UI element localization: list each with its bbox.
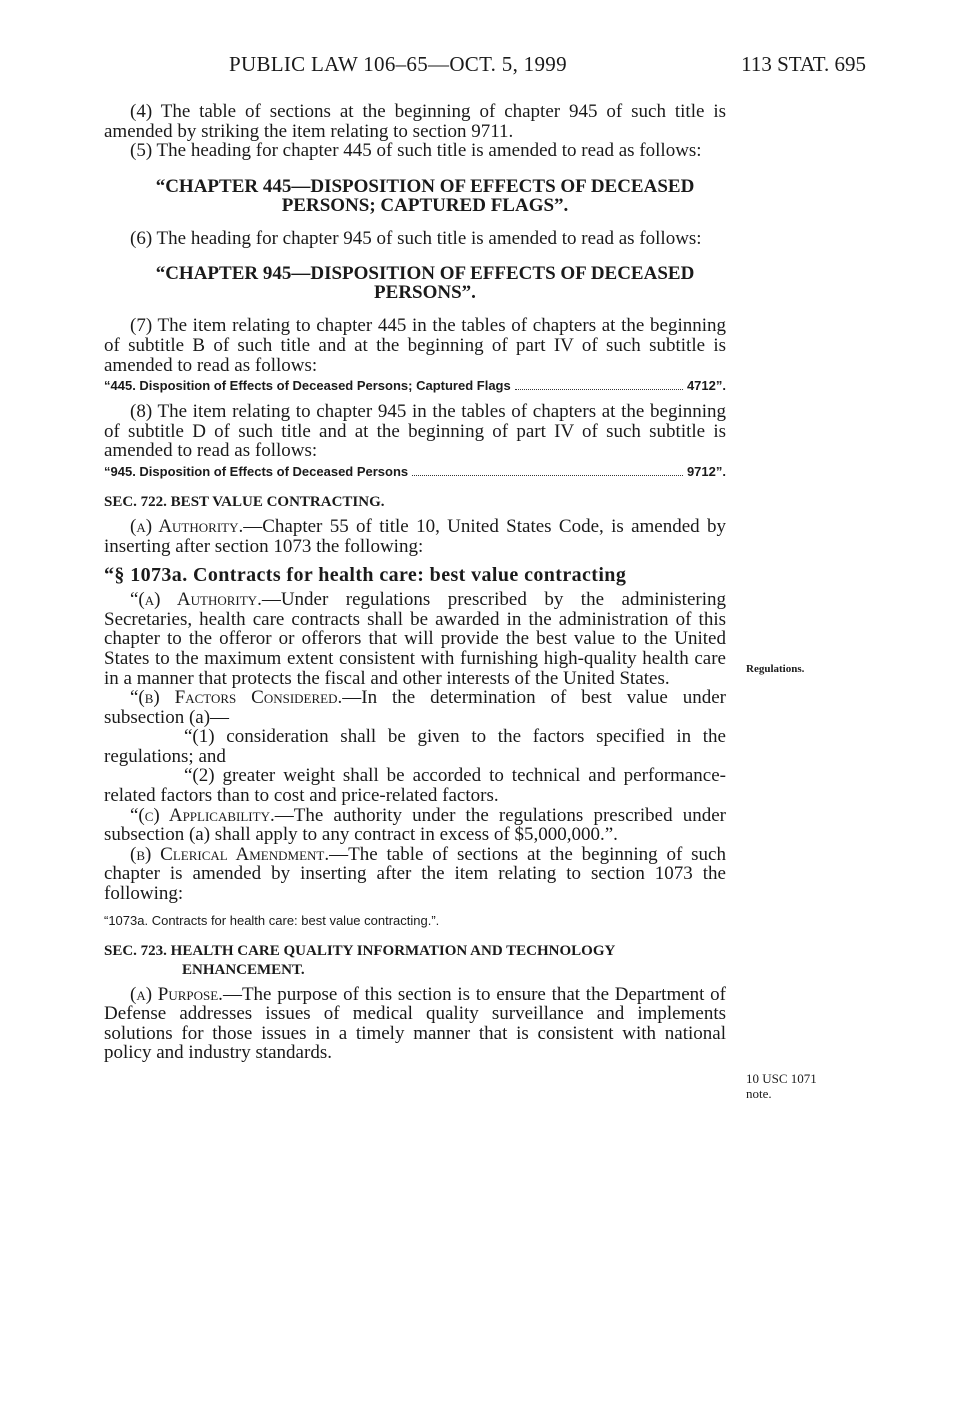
margin-note-usc-line2: note. xyxy=(746,1086,772,1101)
quoted-paragraph-2: “(2) greater weight shall be accorded to technical and performance-related factors than to cost and price-related factors. xyxy=(104,765,726,807)
paragraph-4: (4) The table of sections at the beginning of chapter 945 of such title is amended by striking the item relating to section 9711. xyxy=(104,101,726,142)
subsection-b-clerical xyxy=(104,845,726,904)
purpose-label: (a) Purpose. xyxy=(130,983,223,1005)
margin-note-regulations: Regulations. xyxy=(746,663,805,675)
margin-note-usc-line1: 10 USC 1071 xyxy=(746,1071,817,1086)
subsection-b-label: (b) Clerical Amendment. xyxy=(130,843,330,865)
chapter-945-heading: “CHAPTER 945—DISPOSITION OF EFFECTS OF DECEASED PERSONS”. xyxy=(155,263,695,304)
quoted-subsection-a xyxy=(104,590,726,688)
toc-item-1073a: “1073a. Contracts for health care: best value contracting.”. xyxy=(104,912,440,928)
paragraph-6: (6) The heading for chapter 945 of such title is amended to read as follows: xyxy=(130,227,702,249)
quoted-a-label: “(a) Authority. xyxy=(130,589,262,611)
stat-page-number: 113 STAT. 695 xyxy=(741,52,866,76)
toc-item-445 xyxy=(104,377,726,395)
toc-item-945-number: 9712”. xyxy=(686,463,726,479)
document-body xyxy=(104,102,726,1063)
section-1073a-title: “§ 1073a. Contracts for health care: best value contracting xyxy=(104,564,627,587)
toc-leader-dots xyxy=(515,389,683,390)
subsection-a-authority xyxy=(104,517,726,556)
toc-item-445-number: 4712”. xyxy=(686,378,726,394)
section-723-heading: SEC. 723. HEALTH CARE QUALITY INFORMATION AND TECHNOLOGY ENHANCEMENT. xyxy=(104,942,615,978)
page-header xyxy=(104,52,866,82)
paragraph-7: (7) The item relating to chapter 445 in the tables of chapters at the beginning of subtitle B of such title and at the beginning of part IV of such subtitle is amended to read as follows: xyxy=(104,315,726,376)
purpose-text: —The purpose of this section is to ensure that the Department of Defense addresses issues of medical quality surveillance and implements solutions for those issues in a timely manner that is consistent with national policy and industry standards. xyxy=(104,983,726,1064)
quoted-c-label: “(c) Applicability. xyxy=(130,804,275,826)
subsection-a-label: (a) Authority. xyxy=(130,515,244,537)
margin-note-usc-citation xyxy=(746,1071,817,1101)
toc-item-945-label: “945. Disposition of Effects of Deceased Persons xyxy=(104,463,409,479)
running-head: PUBLIC LAW 106–65—OCT. 5, 1999 xyxy=(229,52,567,76)
subsection-a-purpose xyxy=(104,985,726,1063)
quoted-c-text: —The authority under the regulations prescribed under subsection (a) shall apply to any contract in excess of $5,000,000.”. xyxy=(104,804,726,846)
quoted-a-text: —Under regulations prescribed by the administering Secretaries, health care contracts shall be awarded in the administration of this chapter to the offeror or offerors that will provide the best value to the United States to the maximum extent consistent with furnishing high-quality health care in a manner that protects the fiscal and other interests of the United States. xyxy=(104,589,726,689)
toc-item-445-label: “445. Disposition of Effects of Deceased Persons; Captured Flags xyxy=(104,378,511,394)
quoted-b-label: “(b) Factors Considered. xyxy=(130,687,343,709)
chapter-445-heading: “CHAPTER 445—DISPOSITION OF EFFECTS OF DECEASED PERSONS; CAPTURED FLAGS”. xyxy=(155,175,695,216)
quoted-subsection-c xyxy=(104,806,726,845)
subsection-a-text: —Chapter 55 of title 10, United States Code, is amended by inserting after section 1073 the following: xyxy=(104,515,726,557)
paragraph-8: (8) The item relating to chapter 945 in the tables of chapters at the beginning of subtitle D of such title and at the beginning of part IV of such subtitle is amended to read as follows: xyxy=(104,401,726,462)
paragraph-5: (5) The heading for chapter 445 of such title is amended to read as follows: xyxy=(130,140,702,162)
quoted-b-text: —In the determination of best value under subsection (a)— xyxy=(104,687,726,728)
section-722-heading: SEC. 722. BEST VALUE CONTRACTING. xyxy=(104,493,385,510)
quoted-subsection-b xyxy=(104,688,726,727)
toc-item-945 xyxy=(104,463,726,481)
quoted-paragraph-1: “(1) consideration shall be given to the factors specified in the regulations; and xyxy=(104,726,726,767)
toc-leader-dots xyxy=(412,475,683,476)
subsection-b-text: —The table of sections at the beginning of such chapter is amended by inserting after the item relating to section 1073 the following: xyxy=(104,843,726,905)
